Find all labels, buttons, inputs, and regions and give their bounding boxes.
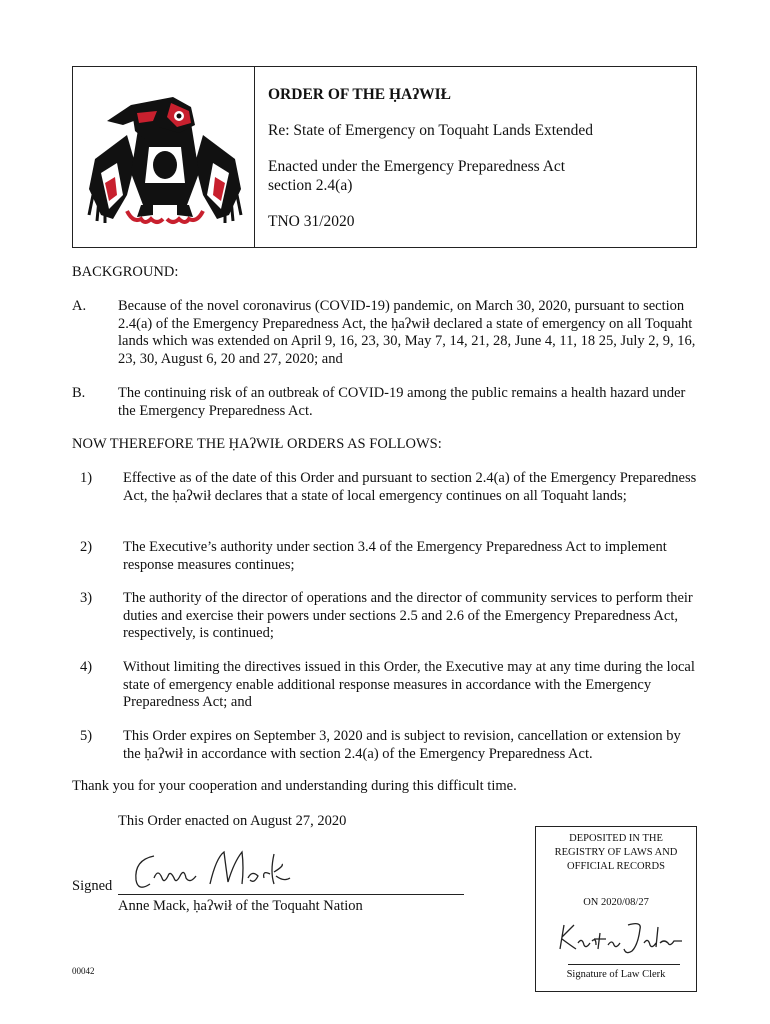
background-item	[72, 298, 697, 368]
deposit-date: ON 2020/08/27	[583, 897, 649, 908]
background-item	[72, 385, 697, 420]
order-item	[72, 539, 697, 574]
order-item-number: 5)	[80, 728, 93, 744]
order-item	[72, 470, 697, 505]
order-subject: Re: State of Emergency on Toquaht Lands Extended	[268, 122, 594, 139]
background-letter: A.	[72, 298, 87, 314]
enacted-date: This Order enacted on August 27, 2020	[118, 813, 347, 829]
order-item-number: 3)	[80, 590, 93, 606]
act-line-1: Enacted under the Emergency Preparedness Act	[268, 158, 566, 175]
registry-deposit-stamp	[535, 826, 697, 992]
order-header	[72, 66, 697, 248]
deposit-line-3: OFFICIAL RECORDS	[567, 861, 665, 872]
background-heading: BACKGROUND:	[72, 264, 179, 280]
order-item	[72, 728, 697, 763]
order-item	[72, 590, 697, 643]
order-item-text: This Order expires on September 3, 2020 and is subject to revision, cancellation or extension by the ḥaʔwił in accordance with section 2.4(a) of the Emergency Preparedness Act.	[123, 728, 681, 762]
background-text: Because of the novel coronavirus (COVID-19) pandemic, on March 30, 2020, pursuant to section 2.4(a) of the Emergency Preparedness Act, the ḥaʔwił declared a state of emergency on all Toquaht lands which was extended on April 9, 16, 23, 30, May 7, 14, 21, 28, June 4, 11, 18 25, July 2, 9, 16, 23, 30, August 6, 20 and 27, 2020; and	[118, 298, 696, 367]
background-text: The continuing risk of an outbreak of COVID-19 among the public remains a health hazard under the Emergency Preparedness Act.	[118, 385, 686, 419]
header-divider	[254, 67, 255, 247]
clerk-signature-line	[568, 964, 680, 965]
order-number: TNO 31/2020	[268, 213, 355, 230]
deposit-line-1: DEPOSITED IN THE	[569, 833, 663, 844]
background-letter: B.	[72, 385, 86, 401]
signed-label: Signed	[72, 878, 113, 894]
order-item-text: The Executive’s authority under section 3.4 of the Emergency Preparedness Act to implement response measures continues;	[123, 539, 667, 573]
signature-line	[118, 894, 464, 895]
order-item-text: Without limiting the directives issued in this Order, the Executive may at any time during the local state of emergency enable additional response measures in accordance with the Emergency Preparedness Act; and	[123, 659, 695, 710]
law-clerk-signature	[552, 915, 684, 959]
deposit-line-2: REGISTRY OF LAWS AND	[554, 847, 678, 858]
order-item-number: 1)	[80, 470, 93, 486]
document-number: 00042	[72, 966, 95, 976]
order-title: ORDER OF THE ḤAʔWIŁ	[268, 86, 452, 103]
order-item-text: The authority of the director of operations and the director of community services to perform their duties and exercise their powers under sections 2.5 and 2.6 of the Emergency Preparedness Act, respectively, is continued;	[123, 590, 693, 641]
order-item-text: Effective as of the date of this Order and pursuant to section 2.4(a) of the Emergency Preparedness Act, the ḥaʔwił declares that a state of local emergency continues on all Toquaht lands;	[123, 470, 697, 504]
order-item-number: 4)	[80, 659, 93, 675]
anne-mack-signature	[124, 838, 314, 898]
act-line-2: section 2.4(a)	[268, 177, 353, 194]
orders-heading: NOW THEREFORE THE ḤAʔWIŁ ORDERS AS FOLLOWS:	[72, 436, 442, 452]
order-item-number: 2)	[80, 539, 93, 555]
clerk-signature-label: Signature of Law Clerk	[566, 969, 666, 980]
header-text	[268, 85, 688, 248]
thunderbird-crest-icon	[87, 83, 243, 235]
thanks-line: Thank you for your cooperation and understanding during this difficult time.	[72, 778, 517, 794]
order-item	[72, 659, 697, 712]
signer-name: Anne Mack, ḥaʔwił of the Toquaht Nation	[118, 898, 363, 914]
